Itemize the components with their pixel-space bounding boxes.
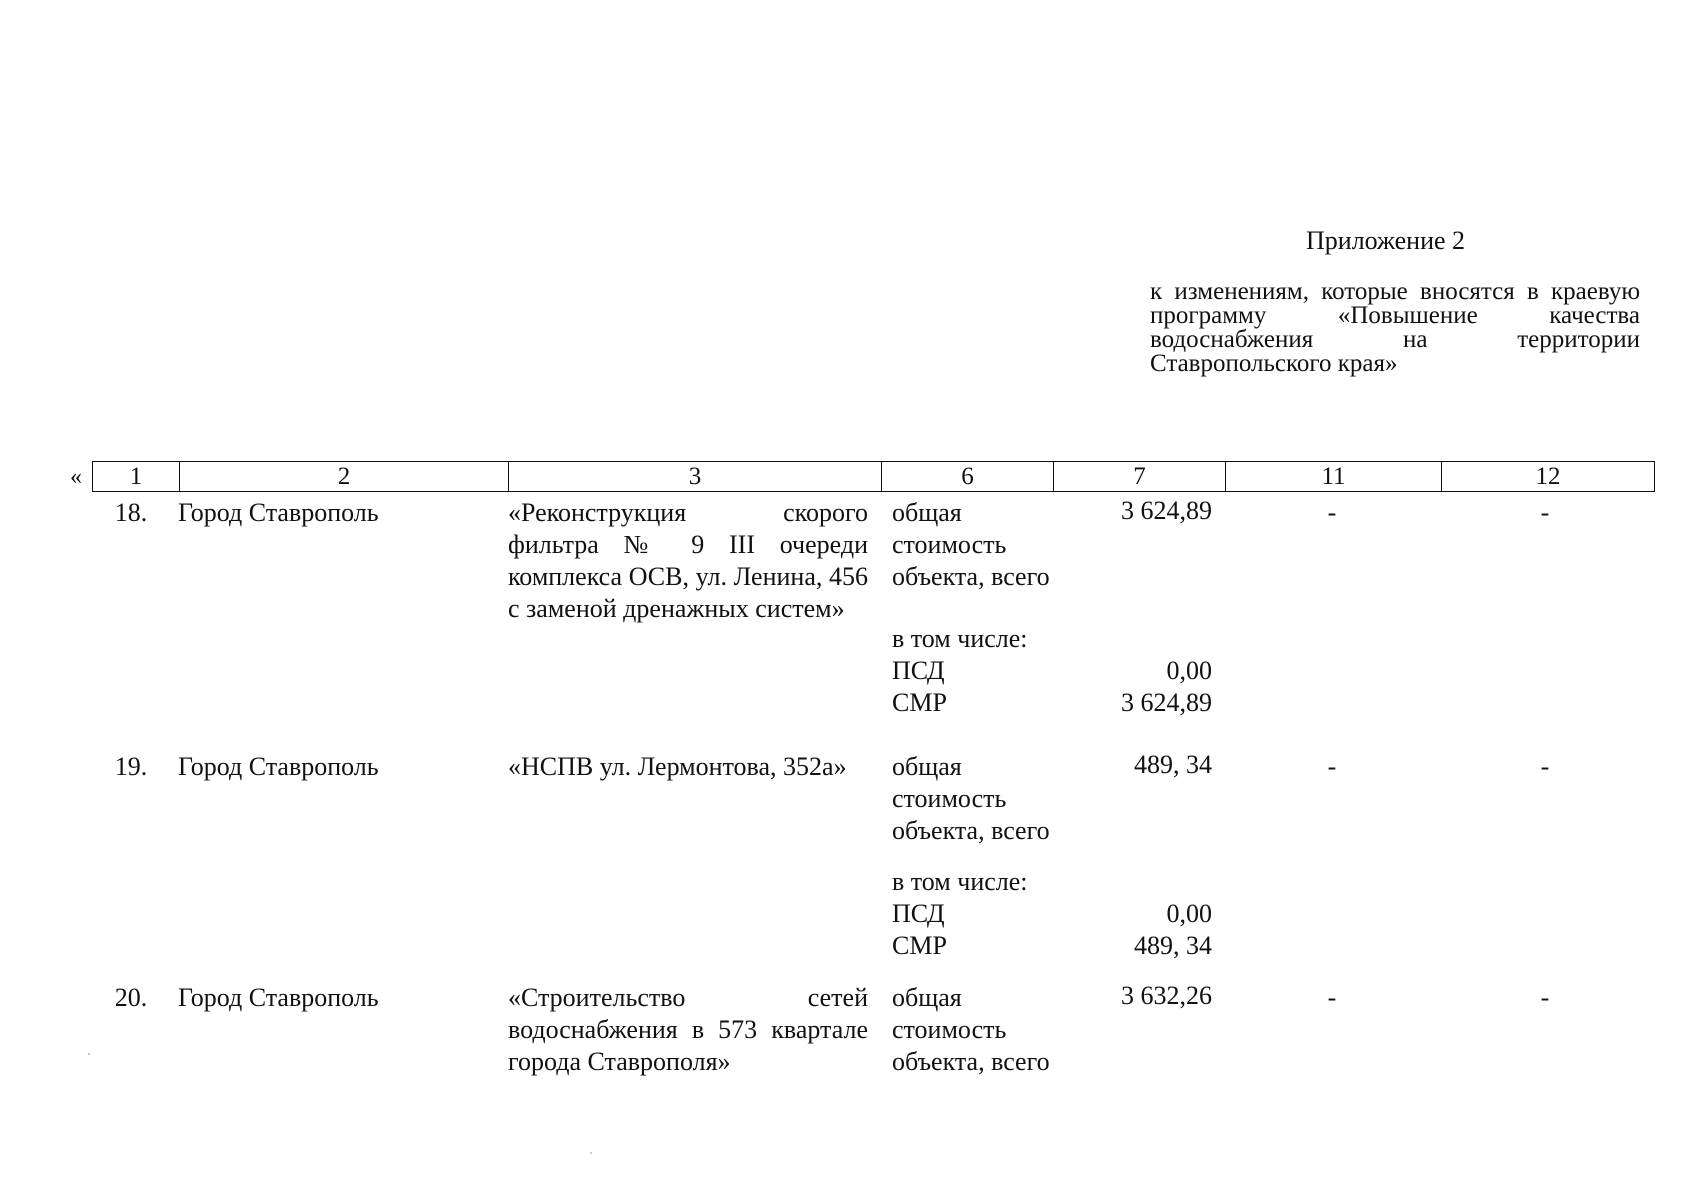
col12-value: - bbox=[1540, 498, 1550, 527]
header-cell-7: 7 bbox=[1053, 462, 1225, 491]
header-cell-6: 6 bbox=[881, 462, 1053, 491]
including-label: в том числе: bbox=[892, 867, 1028, 896]
col11-value: - bbox=[1327, 983, 1337, 1012]
cost-total: 489, 34 bbox=[1134, 750, 1212, 779]
row-number: 18. bbox=[114, 498, 148, 527]
psd-value: 0,00 bbox=[1166, 656, 1212, 685]
smr-value: 489, 34 bbox=[1134, 931, 1212, 960]
appendix-title: Приложение 2 bbox=[1306, 226, 1466, 255]
col11-value: - bbox=[1327, 498, 1337, 527]
scan-speck bbox=[590, 1152, 592, 1154]
territory-cell: Город Ставрополь bbox=[178, 498, 379, 527]
psd-value: 0,00 bbox=[1166, 899, 1212, 928]
cost-total: 3 632,26 bbox=[1121, 981, 1212, 1010]
psd-label: ПСД bbox=[892, 899, 945, 928]
object-cell: «Реконструкция скорого фильтра № 9 III очереди комплекса ОСВ, ул. Ленина, 456 с заменой дренажных систем» bbox=[508, 498, 868, 623]
row-number: 19. bbox=[114, 752, 148, 781]
header-cell-3: 3 bbox=[508, 462, 881, 491]
smr-label: СМР bbox=[892, 688, 947, 717]
scan-speck bbox=[88, 1053, 90, 1055]
territory-cell: Город Ставрополь bbox=[178, 983, 379, 1012]
opening-quote: « bbox=[70, 464, 82, 490]
table-header-row bbox=[92, 461, 1655, 492]
col12-value: - bbox=[1540, 752, 1550, 781]
col11-value: - bbox=[1327, 752, 1337, 781]
cost-label: общая стоимость объекта, всего bbox=[892, 983, 1050, 1076]
header-cell-2: 2 bbox=[179, 462, 508, 491]
header-cell-1: 1 bbox=[129, 463, 143, 490]
psd-label: ПСД bbox=[892, 656, 945, 685]
cost-label: общая стоимость объекта, всего bbox=[892, 752, 1050, 845]
col12-value: - bbox=[1540, 983, 1550, 1012]
cost-label: общая стоимость объекта, всего bbox=[892, 498, 1050, 591]
smr-value: 3 624,89 bbox=[1121, 688, 1212, 717]
header-cell-12: 12 bbox=[1441, 462, 1654, 491]
row-number: 20. bbox=[114, 983, 148, 1012]
territory-cell: Город Ставрополь bbox=[178, 752, 379, 781]
including-label: в том числе: bbox=[892, 624, 1028, 653]
object-cell: «Строительство сетей водоснабжения в 573 квартале города Ставрополя» bbox=[508, 983, 868, 1076]
header-cell-11: 11 bbox=[1225, 462, 1441, 491]
smr-label: СМР bbox=[892, 931, 947, 960]
appendix-description: к изменениям, которые вносятся в краевую программу «Повышение качества водоснабжения на территории Ставропольского края» bbox=[1150, 278, 1640, 377]
cost-total: 3 624,89 bbox=[1121, 496, 1212, 525]
object-cell: «НСПВ ул. Лермонтова, 352а» bbox=[508, 752, 847, 781]
